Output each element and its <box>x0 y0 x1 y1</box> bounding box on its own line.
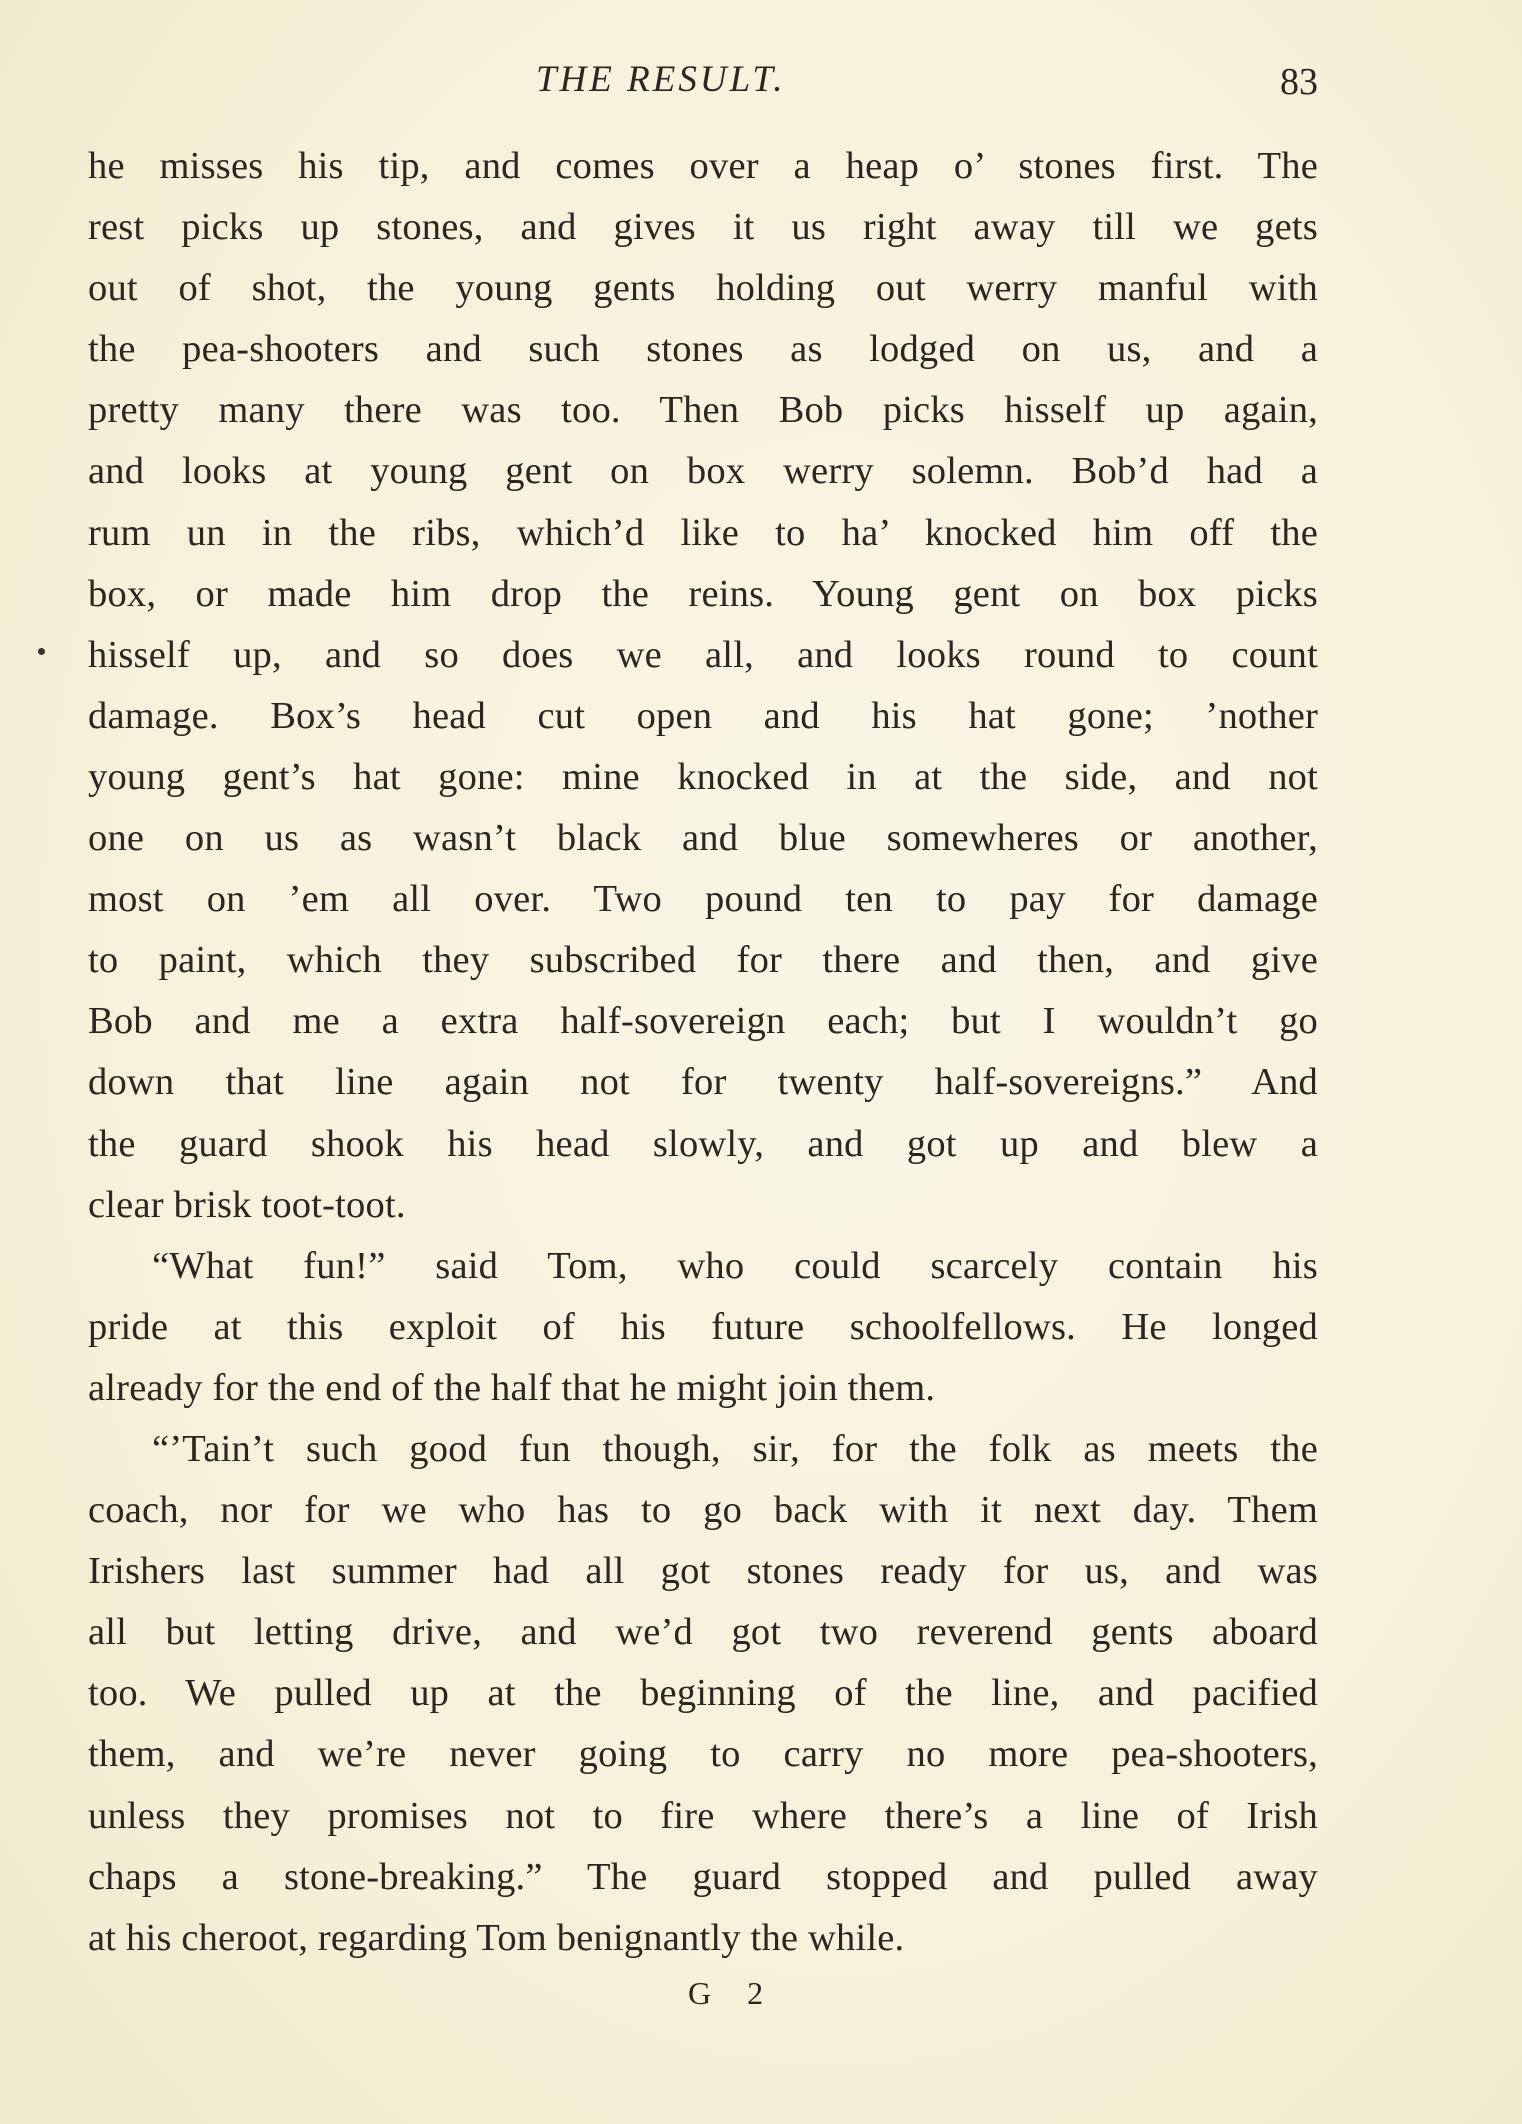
text-line: most on ’em all over. Two pound ten to pay for damage <box>88 878 1318 921</box>
text-line: coach, nor for we who has to go back with it next day. Them <box>88 1489 1318 1532</box>
text-line: and looks at young gent on box werry solemn. Bob’d had a <box>88 450 1318 493</box>
text-line: all but letting drive, and we’d got two reverend gents aboard <box>88 1611 1318 1654</box>
paragraph-start-line: “What fun!” said Tom, who could scarcely contain his <box>152 1244 1318 1287</box>
text-line: one on us as wasn’t black and blue somewheres or another, <box>88 817 1318 860</box>
text-line: chaps a stone-breaking.” The guard stopped and pulled away <box>88 1855 1318 1898</box>
text-line: to paint, which they subscribed for there and then, and give <box>88 939 1318 982</box>
paragraph-end-line: at his cheroot, regarding Tom benignantly the while. <box>88 1916 905 1959</box>
margin-mark <box>38 648 45 655</box>
text-line: the guard shook his head slowly, and got up and blew a <box>88 1122 1318 1165</box>
paragraph-end-line: already for the end of the half that he might join them. <box>88 1366 936 1409</box>
running-title: THE RESULT. <box>536 59 786 100</box>
text-line: the pea-shooters and such stones as lodged on us, and a <box>88 328 1318 371</box>
text-line: Bob and me a extra half-sovereign each; but I wouldn’t go <box>88 1000 1318 1043</box>
text-line: pride at this exploit of his future schoolfellows. He longed <box>88 1305 1318 1348</box>
text-line: rest picks up stones, and gives it us right away till we gets <box>88 206 1318 249</box>
text-line: unless they promises not to fire where there’s a line of Irish <box>88 1794 1318 1837</box>
signature-mark: G 2 <box>688 1975 778 2011</box>
text-line: pretty many there was too. Then Bob picks hisself up again, <box>88 389 1318 432</box>
paragraph-end-line: clear brisk toot-toot. <box>88 1183 406 1226</box>
body-text <box>88 136 1318 1969</box>
paragraph-start-line: “’Tain’t such good fun though, sir, for the folk as meets the <box>152 1427 1318 1470</box>
text-line: hisself up, and so does we all, and looks round to count <box>88 633 1318 676</box>
text-line: out of shot, the young gents holding out werry manful with <box>88 267 1318 310</box>
page-number: 83 <box>1280 61 1318 103</box>
text-line: down that line again not for twenty half-sovereigns.” And <box>88 1061 1318 1104</box>
text-line: box, or made him drop the reins. Young gent on box picks <box>88 572 1318 615</box>
text-line: young gent’s hat gone: mine knocked in at the side, and not <box>88 755 1318 798</box>
text-line: Irishers last summer had all got stones ready for us, and was <box>88 1550 1318 1593</box>
text-line: he misses his tip, and comes over a heap o’ stones first. The <box>88 145 1318 187</box>
text-line: damage. Box’s head cut open and his hat gone; ’nother <box>88 694 1318 737</box>
text-line: them, and we’re never going to carry no more pea-shooters, <box>88 1733 1318 1776</box>
running-head <box>0 58 1522 108</box>
text-line: rum un in the ribs, which’d like to ha’ knocked him off the <box>88 511 1318 554</box>
text-line: too. We pulled up at the beginning of the line, and pacified <box>88 1672 1318 1715</box>
